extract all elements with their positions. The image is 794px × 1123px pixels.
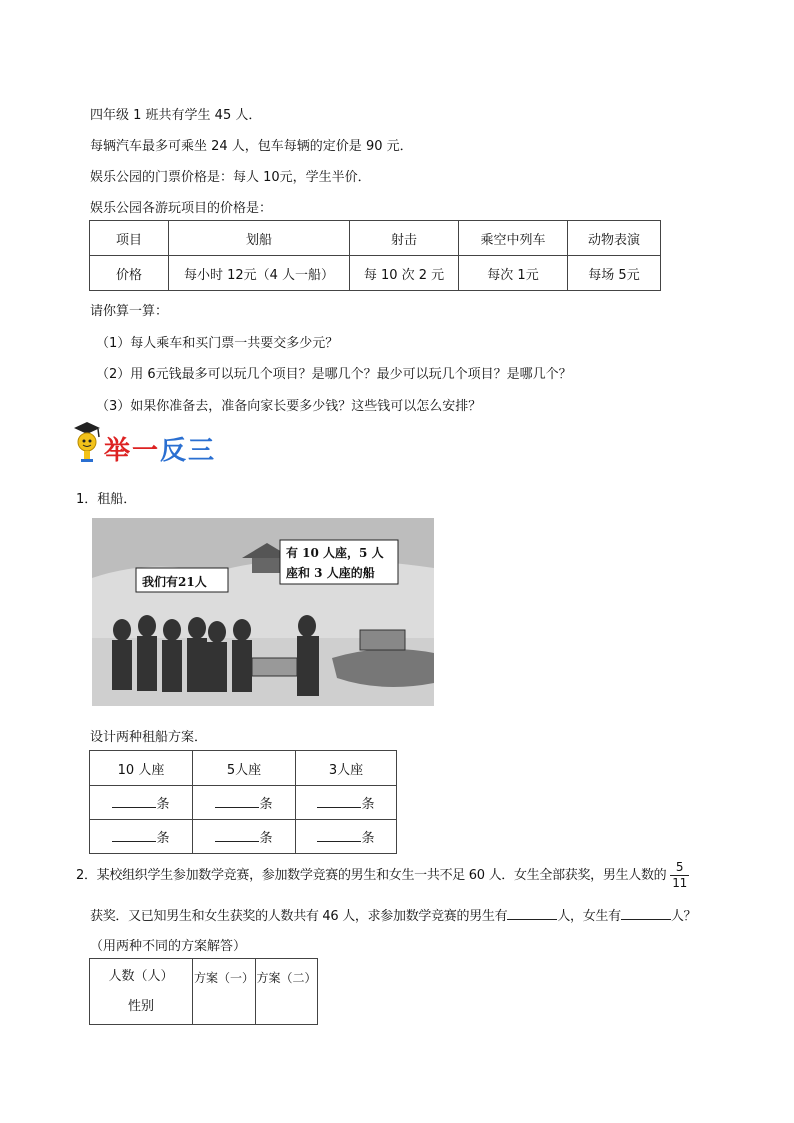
boys-answer-blank[interactable] bbox=[507, 906, 557, 920]
answer-blank[interactable] bbox=[317, 794, 361, 808]
price-table-cell: 每次 1元 bbox=[459, 256, 568, 291]
boat-plan-table bbox=[89, 750, 397, 854]
boat-plan-header-cell: 5人座 bbox=[193, 751, 296, 786]
speech-bubble-right-line2: 座和 3 人座的船 bbox=[286, 566, 375, 580]
unit-label: 条 bbox=[259, 797, 273, 812]
corner-top-label: 人数（人） bbox=[108, 968, 174, 984]
speech-bubble-right-line1: 有 10 人座，5 人 bbox=[286, 546, 384, 560]
answer-blank[interactable] bbox=[215, 828, 259, 842]
questions-lead: 请你算一算： bbox=[90, 304, 169, 319]
plan-table-corner bbox=[90, 959, 193, 1025]
section-heading bbox=[104, 430, 216, 467]
problem-2-text: 人？ bbox=[670, 909, 697, 924]
price-table-cell: 每小时 12元（4 人一船） bbox=[169, 256, 350, 291]
price-table-cell: 每场 5元 bbox=[568, 256, 661, 291]
question-1: （1）每人乘车和买门票一共要交多少元？ bbox=[96, 336, 339, 351]
problem-1-prompt: 设计两种租船方案． bbox=[90, 730, 208, 745]
answer-blank[interactable] bbox=[112, 794, 156, 808]
answer-blank[interactable] bbox=[317, 828, 361, 842]
boat-plan-header-cell: 10 人座 bbox=[90, 751, 193, 786]
plan-table-row bbox=[90, 959, 318, 1025]
price-table-row bbox=[90, 256, 661, 291]
intro-line-2: 每辆汽车最多可乘坐 24 人，包车每辆的定价是 90 元． bbox=[90, 139, 413, 154]
section-heading-part2: 反三 bbox=[160, 436, 217, 466]
fraction-numerator: 5 bbox=[670, 860, 689, 876]
boat-plan-cell[interactable] bbox=[90, 786, 193, 820]
problem-2-line-1 bbox=[76, 860, 689, 891]
boat-plan-cell[interactable] bbox=[296, 786, 397, 820]
girls-answer-blank[interactable] bbox=[621, 906, 671, 920]
boat-plan-cell[interactable] bbox=[90, 820, 193, 854]
unit-label: 条 bbox=[156, 797, 170, 812]
boat-plan-cell[interactable] bbox=[193, 820, 296, 854]
speech-bubble-left: 我们有21人 bbox=[142, 575, 207, 589]
price-table-cell: 射击 bbox=[350, 221, 459, 256]
question-3: （3）如果你准备去，准备向家长要多少钱？这些钱可以怎么安排？ bbox=[96, 399, 482, 414]
plan-2-header: 方案（二） bbox=[256, 959, 318, 1025]
fraction-denominator: 11 bbox=[672, 876, 687, 890]
fraction bbox=[670, 860, 689, 891]
unit-label: 条 bbox=[259, 831, 273, 846]
answer-blank[interactable] bbox=[112, 828, 156, 842]
price-table-header-row bbox=[90, 221, 661, 256]
problem-2-text: 2．某校组织学生参加数学竞赛，参加数学竞赛的男生和女生一共不足 60 人．女生全部获奖，男生人数的 bbox=[76, 868, 667, 883]
intro-line-1: 四年级 1 班共有学生 45 人． bbox=[90, 108, 262, 123]
price-table-cell: 动物表演 bbox=[568, 221, 661, 256]
problem-2-text: 人，女生有 bbox=[557, 909, 621, 924]
price-table-cell: 每 10 次 2 元 bbox=[350, 256, 459, 291]
price-table-cell: 价格 bbox=[90, 256, 169, 291]
intro-line-3: 娱乐公园的门票价格是：每人 10元，学生半价． bbox=[90, 170, 371, 185]
answer-blank[interactable] bbox=[215, 794, 259, 808]
price-table bbox=[89, 220, 661, 291]
unit-label: 条 bbox=[361, 831, 375, 846]
unit-label: 条 bbox=[156, 831, 170, 846]
problem-2-line-2 bbox=[90, 905, 696, 924]
question-2: （2）用 6元钱最多可以玩几个项目？是哪几个？最少可以玩几个项目？是哪几个？ bbox=[96, 367, 572, 382]
price-table-cell: 划船 bbox=[169, 221, 350, 256]
boat-plan-header-cell: 3人座 bbox=[296, 751, 397, 786]
boat-plan-header-row bbox=[90, 751, 397, 786]
plan-table bbox=[89, 958, 318, 1025]
boat-plan-row bbox=[90, 820, 397, 854]
boat-plan-cell[interactable] bbox=[296, 820, 397, 854]
boat-plan-row bbox=[90, 786, 397, 820]
boat-rental-illustration bbox=[92, 518, 434, 706]
problem-2-line-3: （用两种不同的方案解答） bbox=[90, 939, 247, 954]
problem-1-title: 1．租船． bbox=[76, 492, 137, 507]
intro-line-4: 娱乐公园各游玩项目的价格是： bbox=[90, 201, 273, 216]
mascot-icon bbox=[70, 420, 104, 464]
price-table-cell: 乘空中列车 bbox=[459, 221, 568, 256]
corner-bottom-label: 性别 bbox=[127, 998, 154, 1014]
plan-1-header: 方案（一） bbox=[193, 959, 256, 1025]
price-table-cell: 项目 bbox=[90, 221, 169, 256]
section-heading-part1: 举一 bbox=[104, 436, 161, 466]
boat-plan-cell[interactable] bbox=[193, 786, 296, 820]
unit-label: 条 bbox=[361, 797, 375, 812]
problem-2-text: 获奖．又已知男生和女生获奖的人数共有 46 人，求参加数学竞赛的男生有 bbox=[90, 909, 508, 924]
